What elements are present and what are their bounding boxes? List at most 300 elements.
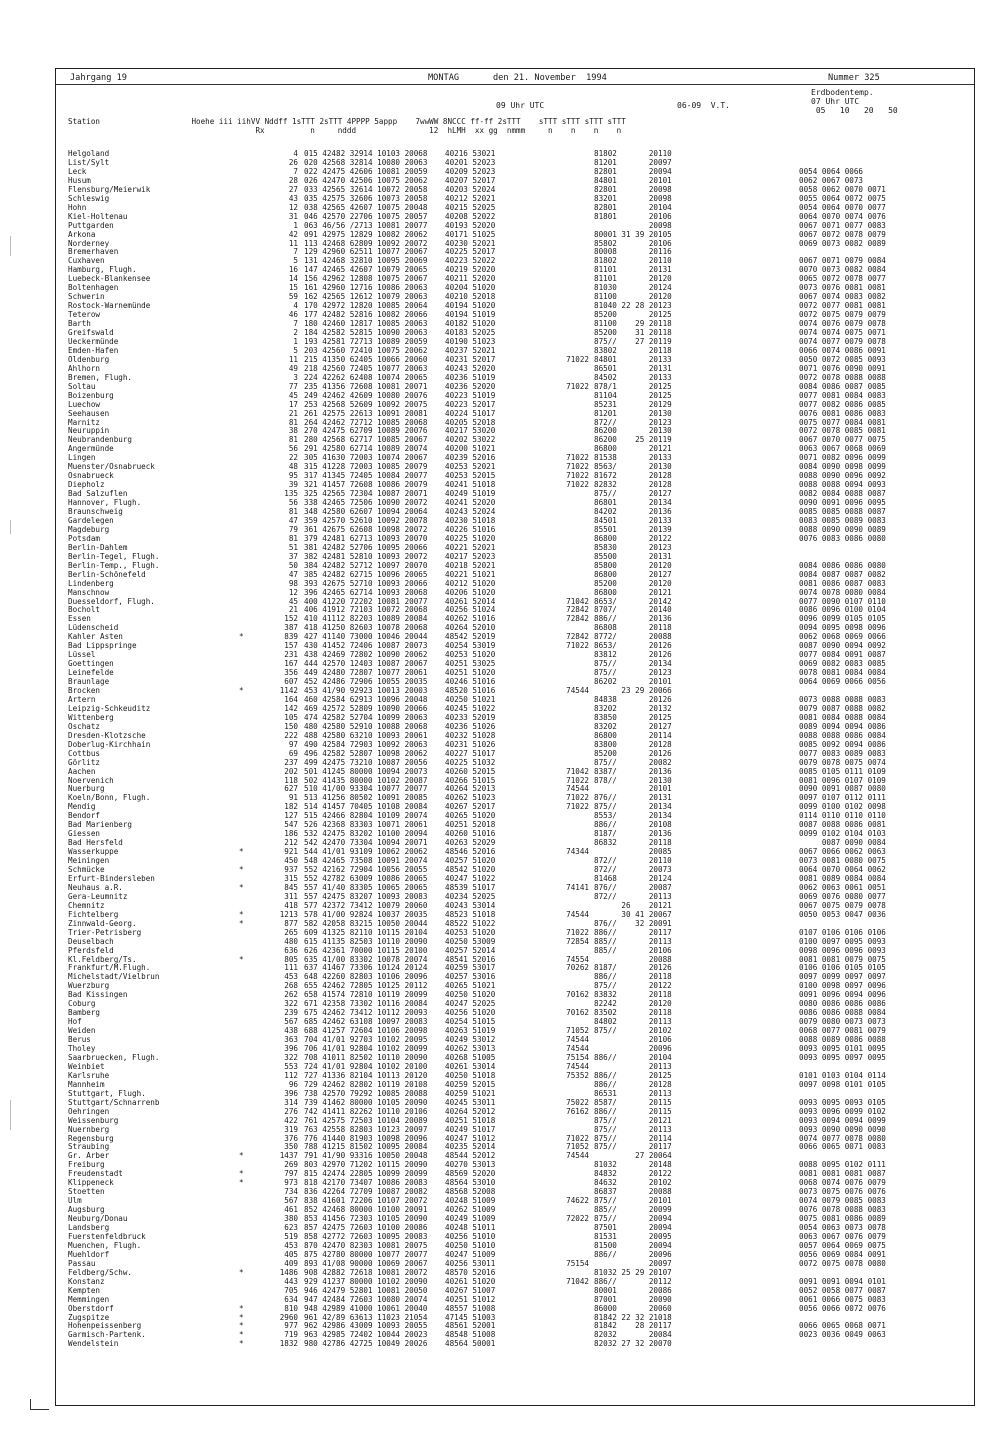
table-row xyxy=(56,677,974,686)
station-height: 363 xyxy=(284,1035,298,1045)
soil-temperatures: 0077 0082 0086 0085 xyxy=(799,399,886,409)
station-height: 311 xyxy=(284,891,298,901)
cloud-wind-group: 82832 20128 xyxy=(594,480,672,490)
station-height: 350 xyxy=(284,1142,298,1152)
cloud-wind-group: 86501 20131 xyxy=(594,363,672,373)
synop-groups-a: 253 42568 52609 10092 20075 xyxy=(304,399,428,409)
soil-temperatures: 0093 0094 0094 0099 xyxy=(799,1115,886,1125)
cloud-wind-group: 81100 20120 xyxy=(594,292,672,302)
synop-groups-a: 706 41/01 92804 10102 20099 xyxy=(304,1044,428,1053)
station-height: 164 xyxy=(284,694,298,704)
table-row xyxy=(56,650,974,659)
synop-groups-a: 552 42782 63009 10086 20065 xyxy=(304,873,428,883)
soil-temperatures: 0050 0053 0047 0036 xyxy=(799,909,886,919)
table-row xyxy=(56,283,974,292)
synop-groups-b: 40219 52020 xyxy=(445,265,496,275)
station-name: Berlin-Schönefeld xyxy=(68,569,146,579)
station-name: Lindenberg xyxy=(68,578,114,588)
synop-groups-a: 776 41440 81903 10098 20096 xyxy=(304,1133,428,1143)
mountain-marker: * xyxy=(239,1312,244,1322)
table-row xyxy=(56,239,974,248)
weather-group: 71042 xyxy=(566,596,589,606)
synop-groups-a: 685 42462 63108 10097 20083 xyxy=(304,1017,428,1027)
synop-groups-a: 818 42170 73407 10086 20083 xyxy=(304,1178,428,1188)
station-height: 127 xyxy=(284,811,298,821)
synop-groups-a: 453 41/90 92923 10013 20003 xyxy=(304,686,428,695)
cloud-wind-group: 875// 20122 xyxy=(594,981,672,991)
station-height: 705 xyxy=(284,1285,298,1295)
soil-temperatures: 0056 0069 0084 0091 xyxy=(799,1249,886,1259)
synop-groups-b: 40250 53009 xyxy=(445,936,496,946)
table-row xyxy=(56,847,974,856)
station-height: 634 xyxy=(284,1294,298,1304)
cloud-wind-group: 85200 20125 xyxy=(594,310,672,320)
cloud-wind-group: 8187/ 20126 xyxy=(594,963,672,973)
station-name: Trier-Petrisberg xyxy=(68,927,142,937)
cloud-wind-group: 83832 20118 xyxy=(594,990,672,1000)
cloud-wind-group: 86801 20134 xyxy=(594,498,672,508)
weather-group: 74622 xyxy=(566,1196,589,1206)
station-height: 150 xyxy=(284,721,298,731)
cloud-wind-group: 86800 20122 xyxy=(594,533,672,543)
earth-temp-title: Erdbodentemp. xyxy=(811,88,874,97)
table-row xyxy=(56,570,974,579)
table-row xyxy=(56,740,974,749)
soil-temperatures: 0077 0081 0084 0083 xyxy=(799,390,886,400)
table-row xyxy=(56,641,974,650)
station-height: 81 xyxy=(288,435,298,445)
cloud-wind-group: 84801 20133 xyxy=(594,354,672,364)
station-height: 11 xyxy=(288,238,298,248)
station-name: Nuerburg xyxy=(68,784,105,794)
cloud-wind-group: 83502 20118 xyxy=(594,1008,672,1018)
soil-temperatures: 0073 0075 0076 0076 xyxy=(799,1187,886,1197)
cloud-wind-group: 26 20121 xyxy=(594,900,672,910)
station-name: Rostock-Warnemünde xyxy=(68,301,151,311)
mountain-marker: * xyxy=(239,847,244,857)
station-name: Leck xyxy=(68,166,87,176)
synop-groups-a: 742 41411 82262 10110 20106 xyxy=(304,1106,428,1116)
station-name: Freudenstadt xyxy=(68,1169,123,1179)
station-name: Kiel-Holtenau xyxy=(68,211,128,221)
soil-temperatures: 0066 0074 0086 0091 xyxy=(799,345,886,355)
station-name: Kl.Feldberg/Ts. xyxy=(68,954,137,964)
utc-09-label: 09 Uhr UTC xyxy=(496,101,545,110)
cloud-wind-group: 84801 20101 xyxy=(594,175,672,185)
cloud-wind-group: 872// 20113 xyxy=(594,891,672,901)
synop-groups-a: 671 42358 73302 10116 20084 xyxy=(304,999,428,1009)
soil-temperatures: 0087 0090 0094 0092 xyxy=(799,641,886,651)
soil-temperatures: 0075 0081 0086 0089 xyxy=(799,1214,886,1224)
table-row xyxy=(56,1277,974,1286)
table-row xyxy=(56,561,974,570)
station-height: 418 xyxy=(284,900,298,910)
station-name: Chemnitz xyxy=(68,900,105,910)
synop-groups-b: 48568 52008 xyxy=(445,1187,496,1197)
synop-groups-a: 038 42565 42607 10075 20048 xyxy=(304,202,428,212)
table-row xyxy=(56,212,974,221)
synop-groups-a: 015 42482 32914 10103 20068 xyxy=(304,149,428,158)
synop-groups-a: 738 42570 79292 10085 20088 xyxy=(304,1088,428,1098)
soil-temperatures: 0066 0065 0068 0071 xyxy=(799,1321,886,1331)
cloud-wind-group: 886// 20115 xyxy=(594,1106,672,1116)
table-row xyxy=(56,668,974,677)
station-name: Stuttgart, Flugh. xyxy=(68,1088,146,1098)
table-row xyxy=(56,292,974,301)
cloud-wind-group: 85500 20131 xyxy=(594,551,672,561)
station-name: Muehldorf xyxy=(68,1249,110,1259)
synop-groups-b: 40247 51009 xyxy=(445,1249,496,1259)
synop-groups-a: 875 42780 80000 10077 20077 xyxy=(304,1249,428,1259)
synop-groups-a: 675 42462 73412 10112 20093 xyxy=(304,1008,428,1018)
weather-group: 71022 xyxy=(566,453,589,463)
table-row xyxy=(56,1250,974,1259)
station-height: 7 xyxy=(293,319,298,329)
soil-temperatures: 0077 0084 0091 0087 xyxy=(799,650,886,660)
station-name: Freiburg xyxy=(68,1160,105,1170)
cloud-wind-group: 886// 20104 xyxy=(594,1052,672,1062)
cloud-wind-group: 875// 20082 xyxy=(594,757,672,767)
table-row xyxy=(56,247,974,256)
cloud-wind-group: 81802 20110 xyxy=(594,149,672,158)
station-name: Ueckermünde xyxy=(68,336,119,346)
table-row xyxy=(56,418,974,427)
synop-groups-b: 40225 52017 xyxy=(445,247,496,257)
table-row xyxy=(56,1232,974,1241)
synop-groups-b: 40245 51022 xyxy=(445,703,496,713)
soil-temperatures: 0087 0088 0086 0081 xyxy=(799,820,886,830)
station-height: 1486 xyxy=(279,1267,298,1277)
synop-groups-b: 40171 51025 xyxy=(445,229,496,239)
synop-groups-a: 249 42462 42609 10080 20076 xyxy=(304,390,428,400)
synop-groups-b: 40231 51026 xyxy=(445,739,496,749)
station-name: Gera-Leumnitz xyxy=(68,891,128,901)
soil-temperatures: 0052 0058 0077 0087 xyxy=(799,1285,886,1295)
station-height: 37 xyxy=(288,551,298,561)
cloud-wind-group: 86832 20118 xyxy=(594,838,672,848)
weather-group: 74141 xyxy=(566,882,589,892)
station-height: 276 xyxy=(284,1106,298,1116)
table-row xyxy=(56,1062,974,1071)
weather-group: 70262 xyxy=(566,963,589,973)
cloud-wind-group: 83812 20126 xyxy=(594,650,672,660)
cloud-wind-group: 885// 20106 xyxy=(594,945,672,955)
cloud-wind-group: 80001 31 39 20105 xyxy=(594,229,672,239)
cloud-wind-group: 885// 20113 xyxy=(594,936,672,946)
station-name: Coburg xyxy=(68,999,96,1009)
synop-groups-a: 020 42568 32814 10080 20063 xyxy=(304,157,428,167)
soil-temperatures: 0058 0062 0070 0071 xyxy=(799,184,886,194)
synop-groups-a: 626 42361 70000 10115 20100 xyxy=(304,945,428,955)
cloud-wind-group: 875// 20102 xyxy=(594,1026,672,1036)
synop-groups-b: 40264 52012 xyxy=(445,1106,496,1116)
cloud-wind-group: 8563/ 20130 xyxy=(594,462,672,472)
station-height: 921 xyxy=(284,847,298,857)
synop-groups-a: 046 42570 22706 10075 20057 xyxy=(304,211,428,221)
table-row xyxy=(56,373,974,382)
station-name: Hohenpeissenberg xyxy=(68,1321,142,1331)
station-height: 380 xyxy=(284,1214,298,1224)
synop-groups-b: 40225 51032 xyxy=(445,757,496,767)
cloud-wind-group: 81032 25 29 20107 xyxy=(594,1267,672,1277)
cloud-wind-group: 84838 20126 xyxy=(594,694,672,704)
table-row xyxy=(56,1116,974,1125)
synop-groups-b: 40223 51019 xyxy=(445,390,496,400)
station-height: 480 xyxy=(284,936,298,946)
station-height: 105 xyxy=(284,712,298,722)
station-name: Deuselbach xyxy=(68,936,114,946)
station-height: 81 xyxy=(288,507,298,516)
mountain-marker: * xyxy=(239,1303,244,1313)
table-row xyxy=(56,355,974,364)
synop-groups-b: 40225 51020 xyxy=(445,533,496,543)
soil-temperatures: 0067 0072 0078 0079 xyxy=(799,229,886,239)
weather-group: 74544 xyxy=(566,909,589,919)
synop-groups-b: 40265 51020 xyxy=(445,811,496,821)
synop-groups-b: 40254 51015 xyxy=(445,1017,496,1027)
soil-temperatures: 0075 0077 0084 0081 xyxy=(799,417,886,427)
station-name: Schleswig xyxy=(68,193,110,203)
synop-groups-a: 946 42479 52801 10081 20050 xyxy=(304,1285,428,1295)
synop-groups-b: 40256 51010 xyxy=(445,1231,496,1241)
table-row xyxy=(56,1008,974,1017)
cloud-wind-group: 87501 20094 xyxy=(594,1223,672,1232)
synop-groups-b: 40237 52021 xyxy=(445,345,496,355)
table-row xyxy=(56,963,974,972)
synop-groups-b: 40226 51016 xyxy=(445,524,496,534)
soil-temperatures: 0069 0073 0082 0089 xyxy=(799,238,886,248)
table-row xyxy=(56,802,974,811)
cloud-wind-group: 878/1 20125 xyxy=(594,381,672,391)
station-height: 1 xyxy=(293,336,298,346)
synop-groups-a: 724 41/01 92804 10102 20100 xyxy=(304,1061,428,1071)
station-name: Landsberg xyxy=(68,1223,110,1232)
synop-groups-b: 40212 51020 xyxy=(445,578,496,588)
synop-groups-b: 40257 52014 xyxy=(445,945,496,955)
synop-groups-a: 129 42960 62511 10077 20067 xyxy=(304,247,428,257)
soil-temperatures: 0106 0106 0105 0105 xyxy=(799,963,886,973)
station-name: Arkona xyxy=(68,229,96,239)
soil-temperatures: 0057 0064 0069 0075 xyxy=(799,1240,886,1250)
station-name: Oldenburg xyxy=(68,354,110,364)
table-row xyxy=(56,659,974,668)
cloud-wind-group: 82801 20104 xyxy=(594,202,672,212)
table-row xyxy=(56,1295,974,1304)
soil-temperatures: 0081 0081 0079 0075 xyxy=(799,954,886,964)
table-row xyxy=(56,776,974,785)
station-name: Wasserkuppe xyxy=(68,847,119,857)
synop-groups-b: 40208 52022 xyxy=(445,211,496,221)
soil-temperatures: 0068 0077 0081 0079 xyxy=(799,1026,886,1036)
synop-groups-a: 393 42675 52710 10093 20066 xyxy=(304,578,428,588)
station-height: 15 xyxy=(288,283,298,293)
station-height: 212 xyxy=(284,838,298,848)
synop-groups-b: 40247 52025 xyxy=(445,999,496,1009)
synop-groups-a: 542 42470 73304 10094 20071 xyxy=(304,838,428,848)
synop-groups-a: 480 42580 52910 10088 20068 xyxy=(304,721,428,731)
cloud-wind-group: 82801 20098 xyxy=(594,184,672,194)
column-subheaders: Rx n nddd 12 hLMH xx gg nmmm n n n n xyxy=(68,126,622,135)
soil-temperatures: 0069 0076 0080 0077 xyxy=(799,891,886,901)
synop-groups-b: 40221 51021 xyxy=(445,569,496,579)
weather-group: 71052 xyxy=(566,1026,589,1036)
synop-groups-a: 648 42260 82803 10106 20096 xyxy=(304,972,428,982)
table-row xyxy=(56,686,974,695)
cloud-wind-group: 872// 20123 xyxy=(594,417,672,427)
weather-group: 76162 xyxy=(566,1106,589,1116)
synop-groups-b: 48523 51018 xyxy=(445,909,496,919)
station-name: Flensburg/Meierwik xyxy=(68,184,151,194)
station-height: 56 xyxy=(288,444,298,454)
cloud-wind-group: 85830 20123 xyxy=(594,542,672,552)
weather-group: 75154 xyxy=(566,1052,589,1062)
table-row xyxy=(56,1017,974,1026)
synop-groups-b: 40256 51024 xyxy=(445,605,496,615)
station-name: Nuernberg xyxy=(68,1124,110,1134)
station-name: Koeln/Bonn, Flugh. xyxy=(68,793,151,803)
station-height: 26 xyxy=(288,157,298,167)
table-row xyxy=(56,1241,974,1250)
station-name: Passau xyxy=(68,1258,96,1268)
cloud-wind-group: 886// 20136 xyxy=(594,614,672,624)
table-row xyxy=(56,999,974,1008)
cloud-wind-group: 886// 20117 xyxy=(594,927,672,937)
synop-groups-b: 40259 51021 xyxy=(445,1088,496,1098)
station-height: 1142 xyxy=(279,686,298,695)
synop-groups-b: 40234 52025 xyxy=(445,891,496,901)
soil-temperatures: 0074 0079 0085 0083 xyxy=(799,1196,886,1206)
station-height: 461 xyxy=(284,1205,298,1215)
table-row xyxy=(56,632,974,641)
station-name: Leipzig-Schkeuditz xyxy=(68,703,151,713)
station-height: 553 xyxy=(284,1061,298,1071)
soil-temperatures: 0054 0064 0070 0077 xyxy=(799,202,886,212)
table-row xyxy=(56,498,974,507)
table-row xyxy=(56,919,974,928)
synop-groups-a: 338 42465 72506 10090 20072 xyxy=(304,498,428,508)
table-row xyxy=(56,426,974,435)
synop-groups-b: 40251 52018 xyxy=(445,820,496,830)
cloud-wind-group: 85802 20106 xyxy=(594,238,672,248)
left-margin-mark xyxy=(10,236,11,256)
synop-groups-b: 40207 52017 xyxy=(445,175,496,185)
station-height: 152 xyxy=(284,614,298,624)
soil-temperatures: 0101 0103 0104 0114 xyxy=(799,1070,886,1080)
station-name: Angermünde xyxy=(68,444,114,454)
synop-groups-b: 40251 53025 xyxy=(445,659,496,669)
station-height: 314 xyxy=(284,1097,298,1107)
soil-temperatures: 0090 0091 0096 0095 xyxy=(799,498,886,508)
table-row xyxy=(56,937,974,946)
table-row xyxy=(56,883,974,892)
soil-temperatures: 0067 0074 0083 0082 xyxy=(799,292,886,302)
table-row xyxy=(56,946,974,955)
weather-report-sheet xyxy=(55,68,975,1406)
table-row xyxy=(56,793,974,802)
station-height: 973 xyxy=(284,1178,298,1188)
soil-temperatures: 0080 0086 0086 0086 xyxy=(799,999,886,1009)
station-height: 111 xyxy=(284,963,298,973)
soil-temperatures: 0072 0075 0079 0079 xyxy=(799,310,886,320)
station-height: 7 xyxy=(293,166,298,176)
station-name: Neuhaus a.R. xyxy=(68,882,123,892)
synop-groups-b: 40243 53014 xyxy=(445,900,496,910)
table-row xyxy=(56,981,974,990)
station-height: 112 xyxy=(284,1070,298,1080)
table-row xyxy=(56,444,974,453)
station-height: 79 xyxy=(288,524,298,534)
station-name: Weissenburg xyxy=(68,1115,119,1125)
cloud-wind-group: 86808 20118 xyxy=(594,623,672,633)
station-name: Diepholz xyxy=(68,480,105,490)
cloud-wind-group: 83850 20125 xyxy=(594,712,672,722)
synop-groups-a: 980 42786 42725 10049 20026 xyxy=(304,1339,428,1349)
table-row xyxy=(56,588,974,597)
soil-temperatures: 0081 0089 0084 0084 xyxy=(799,873,886,883)
synop-groups-b: 40190 51023 xyxy=(445,336,496,346)
weather-group: 71022 xyxy=(566,775,589,785)
synop-groups-b: 40261 52014 xyxy=(445,596,496,606)
station-name: Görlitz xyxy=(68,757,101,767)
station-name: Wendelstein xyxy=(68,1339,119,1349)
synop-groups-b: 40236 52020 xyxy=(445,381,496,391)
soil-temperatures: 0086 0096 0100 0104 xyxy=(799,605,886,615)
table-row xyxy=(56,1134,974,1143)
synop-groups-a: 193 42581 72713 10089 20059 xyxy=(304,336,428,346)
cloud-wind-group: 85231 20129 xyxy=(594,399,672,409)
cloud-wind-group: 875// 20123 xyxy=(594,668,672,678)
table-row xyxy=(56,400,974,409)
cloud-wind-group: 885// 20099 xyxy=(594,1205,672,1215)
station-height: 269 xyxy=(284,1160,298,1170)
soil-temperatures: 0073 0076 0081 0081 xyxy=(799,283,886,293)
station-name: Neubrandenburg xyxy=(68,435,133,445)
soil-temperatures: 0088 0088 0086 0084 xyxy=(799,730,886,740)
station-name: Augsburg xyxy=(68,1205,105,1215)
station-name: Fichtelberg xyxy=(68,909,119,919)
station-name: Schmücke xyxy=(68,865,105,874)
cloud-wind-group: 86200 20130 xyxy=(594,426,672,436)
synop-groups-a: 317 41345 72405 10084 20077 xyxy=(304,471,428,481)
soil-temperatures: 0065 0072 0078 0077 xyxy=(799,274,886,284)
station-name: Braunlage xyxy=(68,677,110,687)
weather-group: 71042 xyxy=(566,1276,589,1286)
station-name: Berus xyxy=(68,1035,91,1045)
station-name: Neuruppin xyxy=(68,426,110,436)
soil-temperatures: 0076 0078 0088 0083 xyxy=(799,1205,886,1215)
soil-temperatures: 0077 0083 0089 0083 xyxy=(799,748,886,758)
cloud-wind-group: 30 41 20067 xyxy=(594,909,672,919)
station-name: Hannover, Flugh. xyxy=(68,498,142,508)
station-height: 845 xyxy=(284,882,298,892)
synop-groups-b: 40257 53016 xyxy=(445,972,496,982)
soil-temperatures: 0081 0086 0087 0083 xyxy=(799,578,886,588)
cloud-wind-group: 20098 xyxy=(594,220,672,230)
station-name: Lüdenscheid xyxy=(68,623,119,633)
synop-groups-a: 156 42962 12808 10075 20067 xyxy=(304,274,428,284)
synop-groups-a: 488 42580 63210 10093 20061 xyxy=(304,730,428,740)
synop-groups-a: 609 41325 82110 10115 20104 xyxy=(304,927,428,937)
cloud-wind-group: 84502 20133 xyxy=(594,372,672,382)
synop-groups-a: 026 42470 42506 10075 20062 xyxy=(304,175,428,185)
station-name: Wuerzburg xyxy=(68,981,110,991)
synop-groups-b: 40247 51022 xyxy=(445,873,496,883)
station-height: 98 xyxy=(288,578,298,588)
weather-group: 71022 xyxy=(566,471,589,481)
synop-groups-b: 40264 52010 xyxy=(445,623,496,633)
station-name: Konstanz xyxy=(68,1276,105,1286)
synop-groups-b: 40253 52021 xyxy=(445,462,496,472)
